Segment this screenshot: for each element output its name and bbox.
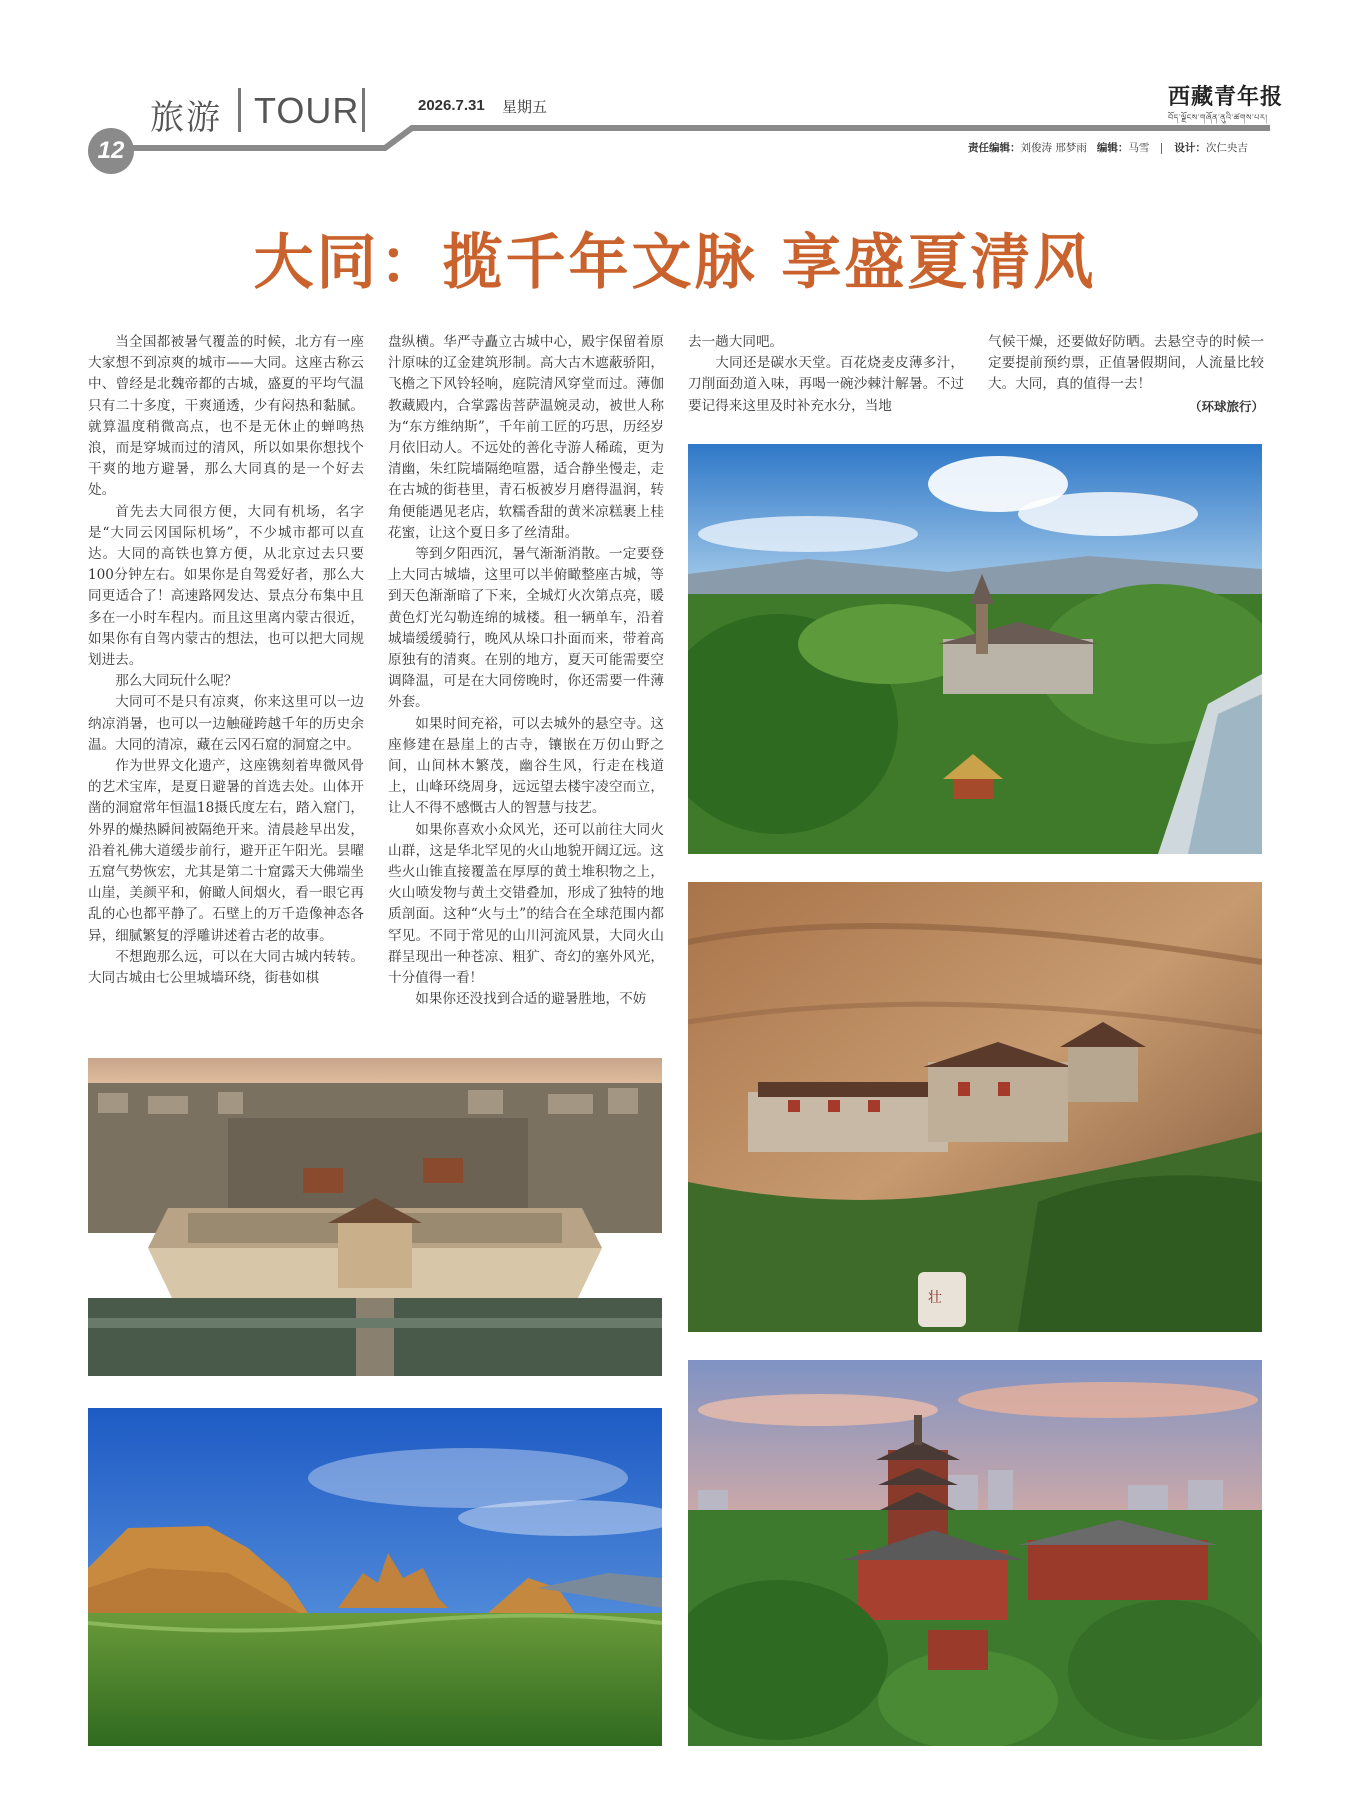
paragraph: 如果你还没找到合适的避暑胜地，不妨 [415,991,647,1008]
paragraph: 如果时间充裕，可以去城外的悬空寺。这座修建在悬崖上的古寺，镶嵌在万仞山野之间，山间林木繁茂，幽谷生风，行走在栈道上，山峰环绕周身，远远望去楼宇凌空而立，让人不得不感慨古人的智慧与技艺。 [388,715,664,817]
editor-label: 编辑： [1096,142,1129,154]
section-name-cn: 旅游 [150,98,222,138]
article-column-2 [388,332,664,1011]
city-wall-photo [88,1058,662,1376]
section-name-en: TOUR [254,90,360,131]
editor-in-charge-label: 责任编辑： [968,142,1021,154]
designer: 次仁央吉 [1205,142,1248,154]
paragraph: 作为世界文化遗产，这座镌刻着卑微风骨的艺术宝库，是夏日避暑的首选去处。山体开凿的洞窟常年恒温18摄氏度左右，踏入窟门，外界的燥热瞬间被隔绝开来。清晨趁早出发，沿着礼佛大道缓步前行，避开正午阳光。昙曜五窟气势恢宏，尤其是第二十窟露天大佛端坐山崖，美颜平和，俯瞰人间烟火，看一眼它再乱的心也都平静了。石壁上的万千造像神态各异，细腻繁复的浮雕讲述着古老的故事。 [88,758,364,944]
paragraph: 去一趟大同吧。 [688,334,784,350]
article-column-3 [688,332,964,417]
article-column-4 [988,332,1264,417]
issue-weekday: 星期五 [502,98,548,116]
pagoda-dusk-photo [688,1360,1262,1746]
editor: 马雪 [1128,142,1150,154]
article-column-1 [88,332,364,989]
newspaper-name: 西藏青年报 [1168,84,1284,110]
temple-aerial-photo [688,444,1262,854]
svg-text:壮: 壮 [928,1290,942,1306]
editor-credits [968,140,1248,155]
issue-date: 2026.7.31 [418,97,485,114]
newspaper-name-tibetan: བོད་ལྗོངས་གཞོན་ནུའི་ཚགས་པར། [1168,113,1268,122]
article-source: （环球旅行） [1188,398,1264,414]
hanging-temple-photo [688,882,1262,1332]
paragraph: 不想跑那么远，可以在大同古城内转转。大同古城由七公里城墙环绕，街巷如棋 [88,948,364,987]
paragraph: 大同可不是只有凉爽，你来这里可以一边纳凉消暑，也可以一边触碰跨越千年的历史余温。大同的清凉，藏在云冈石窟的洞窟之中。 [88,694,364,753]
loess-landform-photo [88,1408,662,1746]
editor-in-charge: 刘俊涛 邢梦雨 [1020,142,1087,154]
paragraph: 大同还是碳水天堂。百花烧麦皮薄多汁，刀削面劲道入味，再喝一碗沙棘汁解暑。不过要记得来这里及时补充水分，当地 [688,355,964,414]
article-headline: 大同：揽千年文脉 享盛夏清风 [253,228,1097,298]
paragraph: 盘纵横。华严寺矗立古城中心，殿宇保留着原汁原味的辽金建筑形制。高大古木遮蔽骄阳，飞檐之下风铃轻响，庭院清风穿堂而过。薄伽教藏殿内，合掌露齿菩萨温婉灵动，被世人称为“东方维纳斯”，千年前工匠的巧思，历经岁月依旧动人。不远处的善化寺游人稀疏，更为清幽，朱红院墙隔绝喧嚣，适合静坐慢走，走在古城的街巷里，青石板被岁月磨得温润，转角便能遇见老店，软糯香甜的黄米凉糕裹上桂花蜜，让这个夏日多了丝清甜。 [388,334,664,541]
paragraph: 等到夕阳西沉，暑气渐渐消散。一定要登上大同古城墙，这里可以半俯瞰整座古城，等到天色渐渐暗了下来，全城灯火次第点亮，暖黄色灯光勾勒连绵的城楼。租一辆单车，沿着城墙缓缓骑行，晚风从垛口扑面而来，带着高原独有的清爽。在别的地方，夏天可能需要空调降温，可是在大同傍晚时，你还需要一件薄外套。 [388,546,664,711]
paragraph: 如果你喜欢小众风光，还可以前往大同火山群，这是华北罕见的火山地貌开阔辽远。这些火山锥直接覆盖在厚厚的黄土堆积物之上，火山喷发物与黄土交错叠加，形成了独特的地质剖面。这种“火与土”的结合在全球范围内都罕见。不同于常见的山川河流风景，大同火山群呈现出一种苍凉、粗犷、奇幻的塞外风光，十分值得一看！ [388,821,664,987]
paragraph: 那么大同玩什么呢？ [115,673,238,690]
paragraph: 气候干燥，还要做好防晒。去悬空寺的时候一定要提前预约票，正值暑假期间，人流量比较大。大同，真的值得一去！ [988,334,1264,393]
paragraph: 首先去大同很方便，大同有机场，名字是“大同云冈国际机场”，不少城市都可以直达。大同的高铁也算方便，从北京过去只要100分钟左右。如果你是自驾爱好者，那么大同更适合了！高速路网发达、景点分布集中且多在一小时车程内。而且这里离内蒙古很近，如果你有自驾内蒙古的想法，也可以把大同规划进去。 [88,503,364,669]
design-label: 设计： [1174,142,1206,154]
page-number: 12 [88,128,134,174]
paragraph: 当全国都被暑气覆盖的时候，北方有一座大家想不到凉爽的城市——大同。这座古称云中、曾经是北魏帝都的古城，盛夏的平均气温只有二十多度，干爽通透，少有闷热和黏腻。就算温度稍微高点，也不是无休止的蝉鸣热浪，而是穿城而过的清风，所以如果你想找个干爽的地方避暑，那么大同真的是一个好去处。 [88,334,364,499]
